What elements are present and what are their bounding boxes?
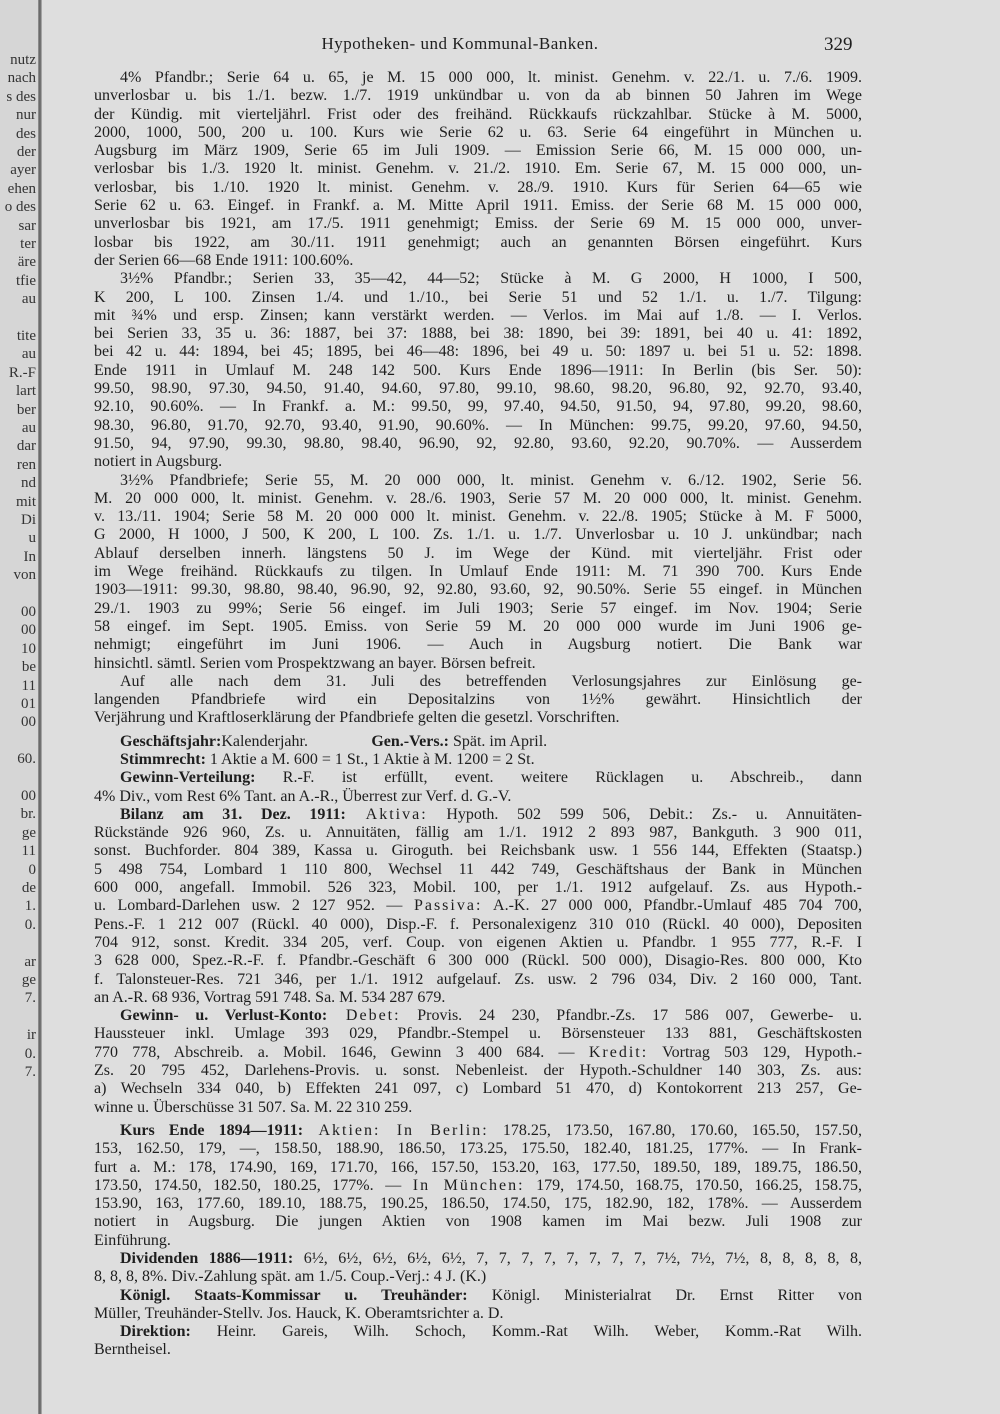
adjacent-page-fragment: 01 [21,696,36,712]
text-segment: Heinr. Gareis, Wilh. Schoch, Komm.-Rat Wilh. Weber, Komm.-Rat Wilh. [190,1323,862,1341]
text-line [94,234,862,252]
text-segment: Augsburg im März 1909, Serie 65 im Juli 1909. — Emission Serie 66, M. 15 000 000, un- [94,142,862,160]
text-column [94,69,862,1360]
text-line [94,508,862,526]
text-segment: 173.50, 174.50, 182.50, 180.25, 177%. — [94,1176,413,1194]
adjacent-page-fragment: 11 [21,843,36,860]
text-line [94,916,862,934]
adjacent-page-fragment: 10 [21,640,36,657]
text-segment: Zs. 20 795 452, Darlehens-Provis. u. sonst. Nebenleist. der Hypoth.-Schuldner 140 303, Zs. aus: [94,1062,862,1080]
adjacent-page-fragment: ge [21,972,36,988]
text-line [94,398,862,416]
text-line [94,861,862,879]
text-line [94,179,862,197]
adjacent-page-fragment: 7. [24,990,36,1007]
adjacent-page-fragment: de [21,880,36,896]
text-line [94,897,862,915]
paragraph [94,673,862,728]
text-segment: a) Wechseln 334 040, b) Effekten 241 097, c) Lombard 51 470, d) Kontokorrent 213 257, Ge- [94,1080,862,1098]
text-segment: notiert in Augsburg. Die jungen Aktien von 1908 kamen im Mai bezw. Juli 1908 zur [94,1213,862,1231]
text-segment: Kredit: [588,1043,649,1061]
text-segment: 3½% Pfandbr.; Serien 33, 35—42, 44—52; Stücke à M. G 2000, H 1000, I 500, [120,270,862,288]
text-segment: Serie 62 u. 63. Eingef. in Frankf. a. M. Mitte April 1911. Emiss. der Serie 68 M. 15 000 000, [94,197,862,215]
text-segment: Auf alle nach dem 31. Juli des betreffenden Verlosungsjahres zur Einlösung ge- [120,672,862,690]
paragraph [94,733,862,751]
text-segment: M. 20 000 000, lt. minist. Genehm. v. 28./6. 1903, Serie 57 M. 20 000 000, lt. minist. Genehm. [94,489,862,507]
text-segment: 91.50, 94, 97.90, 99.30, 98.80, 98.40, 96.90, 92, 92.80, 93.60, 92.20, 90.70%. — Ausserdem [94,434,862,452]
adjacent-page-fragment: 60. [17,751,36,768]
text-line [94,490,862,508]
text-segment: winne u. Überschüsse 31 507. Sa. M. 22 310 259. [94,1098,413,1116]
adjacent-page-fragment: 00 [21,622,36,639]
text-segment: 5 498 754, Lombard 1 110 800, Wechsel 11 442 749, Geschäftshaus der Bank in München [94,860,862,878]
text-line [94,545,862,563]
text-line [94,106,862,124]
text-segment: 4% Div., vom Rest 6% Tant. an A.-R., Überrest zur Verf. d. G.-V. [94,787,512,805]
text-segment: A.-K. 27 000 000, Pfandbr.-Umlauf 485 704 700, [482,897,863,915]
text-segment: Berntheisel. [94,1341,171,1359]
text-segment: 179, 174.50, 168.75, 170.50, 166.25, 158.75, [524,1176,863,1194]
text-segment: Passiva: [413,897,483,915]
text-segment: Müller, Treuhänder-Stellv. Jos. Hauck, K. Oberamtsrichter a. D. [94,1304,504,1322]
text-segment: In München: [412,1176,525,1194]
text-segment: 704 912, sonst. Kredit. 334 205, verf. Coup. von eigenen Aktien u. Pfandbr. 1 955 777, R.-F. I [94,933,862,951]
paragraph [94,806,862,1007]
text-segment: 3½% Pfandbriefe; Serie 55, M. 20 000 000, lt. minist. Genehm v. 6./12. 1902, Serie 56. [120,471,862,489]
text-segment: Provis. 24 230, Pfandbr.-Zs. 17 586 007, Gewerbe- u. [400,1007,863,1025]
text-line [94,879,862,897]
text-segment: Pens.-F. 1 212 007 (Rückl. 40 000), Disp.-F. f. Personalexigenz 310 010 (Rückl. 40 000), Depositen [94,915,862,933]
text-line [94,691,862,709]
adjacent-page-fragment: 11 [21,677,36,694]
adjacent-page-fragment: au [21,291,36,308]
text-line [94,160,862,178]
text-segment: Verjährung und Kraftloserklärung der Pfandbriefe gelten die gesetzl. Vorschriften. [94,709,620,727]
text-line [94,806,862,824]
text-segment: hinsichtl. sämtl. Serien vom Prospektzwang an bayer. Börsen befreit. [94,654,536,672]
adjacent-page-fragment: 00 [21,604,36,620]
text-segment: R.-F. ist erfüllt, event. weitere Rücklagen u. Abschreib., dann [255,769,862,787]
text-line [94,824,862,842]
page-number: 329 [824,34,853,55]
adjacent-page-fragment: 0 [28,861,36,878]
running-title: Hypotheken- und Kommunal-Banken. [321,34,599,53]
adjacent-page-fragment: ar [24,953,36,970]
adjacent-page-fragment: 00 [21,788,36,804]
text-segment: notiert in Augsburg. [94,453,223,471]
text-segment: K 200, L 100. Zinsen 1./4. und 1./10., bei Serie 51 und 52 1./1. u. 1./7. Tilgung: [94,288,862,306]
text-line [94,343,862,361]
text-segment: u. Lombard-Darlehen usw. 2 127 952. — [94,897,414,915]
text-segment: G 2000, H 1000, J 500, K 200, L 100. Zs. 1./1. u. 1./7. Unverlosbar u. 10 J. unkündbar; nach [94,526,862,544]
paragraph [94,1323,862,1360]
text-segment: 4% Pfandbr.; Serie 64 u. 65, je M. 15 000 000, lt. minist. Genehm. v. 22./1. u. 7./6. 1909. [120,69,862,86]
adjacent-page-fragment: 0. [24,916,36,933]
text-line [94,1044,862,1062]
text-segment: verlosbar bis 1./3. 1920 lt. minist. Genehm. v. 21./2. 1910. Em. Serie 67, M. 15 000 000, un- [94,160,862,178]
section-label: Bilanz am 31. Dez. 1911: [120,805,346,823]
text-line [94,971,862,989]
text-line [94,1250,862,1268]
adjacent-page-fragment: von [13,567,36,584]
text-segment: bei Serien 33, 35 u. 36: 1887, bei 37: 1888, bei 38: 1890, bei 39: 1891, bei 40 u. 41: 1892, [94,325,862,343]
adjacent-page-fragment: be [21,659,36,676]
text-line [94,362,862,380]
text-line [94,842,862,860]
text-line [94,1122,862,1140]
text-segment: 58 eingef. im Sept. 1905. Emiss. von Serie 59 M. 20 000 000 wurde im Juni 1906 ge- [94,617,862,635]
text-segment: f. Talonsteuer-Res. 721 346, per 1./1. 1912 aufgelauf. Zs. usw. 2 796 034, Div. 2 160 000, Tant. [94,970,862,988]
text-segment: unverlosbar bis 1921, am 17./5. 1911 genehmigt; Emiss. der Serie 69 M. 15 000 000, unver- [94,215,862,233]
text-line [94,618,862,636]
text-segment: 2000, 1000, 500, 200 u. 100. Kurs wie Serie 62 u. 63. Serie 64 eingeführt in München u. [94,123,862,141]
text-segment: 770 778, Abschreib. a. Mobil. 1646, Gewinn 3 400 684. — [94,1043,589,1061]
text-line [94,417,862,435]
adjacent-page-fragment: Di [21,512,36,528]
text-segment: 153, 162.50, 179, —, 158.50, 188.90, 186.50, 173.25, 175.50, 182.40, 181.25, 177%. — In Frank- [94,1140,862,1158]
section-label: Kurs Ende 1894—1911: [120,1121,304,1139]
text-line [94,435,862,453]
text-line [94,934,862,952]
section-label: Geschäftsjahr: [120,732,222,750]
text-line [94,1080,862,1098]
text-line [94,142,862,160]
text-line [94,1287,862,1305]
adjacent-page-fragment: 00 [21,714,36,731]
text-line [94,307,862,325]
text-segment: Aktiva: [345,805,428,823]
adjacent-page-fragment: nach [7,70,36,87]
text-segment: losbar bis 1922, am 30./11. 1911 genehmigt; auch an genannten Börsen eingeführt. Kurs [94,233,862,251]
text-segment: 1 Aktie a M. 600 = 1 St., 1 Aktie à M. 1200 = 2 St. [205,750,535,768]
text-segment: 178.25, 173.50, 167.80, 170.60, 165.50, 157.50, [488,1121,863,1139]
adjacent-page-fragment: lart [16,383,36,400]
text-line [94,270,862,288]
text-segment: an A.-R. 68 936, Vortrag 591 748. Sa. M. 534 287 679. [94,988,446,1006]
adjacent-page-fragment: 7. [24,1064,36,1080]
text-segment: der Serien 66—68 Ende 1911: 100.60%. [94,251,354,269]
text-segment: im Wege freihänd. Rückkaufs zu tilgen. In Umlauf Ende 1911: M. 71 390 700. Kurs Ende [94,563,862,581]
adjacent-page-fragment: ter [20,236,36,252]
text-line [94,252,862,270]
text-line [94,709,862,727]
text-line [94,788,862,806]
text-segment: v. 13./11. 1904; Serie 58 M. 20 000 000 lt. minist. Genehm. v. 22./8. 1905; Stücke à M. F 5000, [94,508,862,526]
text-line [94,1195,862,1213]
adjacent-page-fragment: 0. [24,1045,36,1062]
adjacent-page-fragment: nur [16,107,36,124]
adjacent-page-fragment: tfie [16,272,36,289]
text-line [94,1159,862,1177]
adjacent-page-fragment: sar [18,217,36,234]
text-line [94,751,862,769]
text-line [94,581,862,599]
text-segment: langenden Pfandbriefe wird ein Depositalzins von 1½% gewährt. Hinsichtlich der [94,691,862,709]
paragraph [94,751,862,769]
adjacent-page-fragment: ayer [10,162,36,179]
adjacent-page-fragment: o des [4,199,36,216]
text-segment: unverlosbar u. bis 1./1. bezw. 1./7. 1919 unkündbar u. von da ab binnen 50 Jahren im Wege [94,87,862,105]
text-segment: 8, 8, 8, 8%. Div.-Zahlung spät. am 1./5. Coup.-Verj.: 4 J. (K.) [94,1268,487,1286]
adjacent-page-fragment: äre [17,254,36,271]
text-segment: 92.10, 90.60%. — In Frankf. a. M.: 99.50, 99, 97.40, 94.50, 91.50, 94, 97.80, 99.20, 98.60, [94,398,862,416]
adjacent-page-fragment: br. [20,806,36,823]
text-line [94,733,862,751]
text-line [94,1140,862,1158]
text-line [94,1341,862,1359]
adjacent-page-fragment: ren [16,456,36,473]
paragraph [94,472,862,673]
paragraph [94,1122,862,1250]
text-line [94,1232,862,1250]
text-segment: mit ¾% und ersp. Zinsen; kann verstärkt werden. — Verlos. im Mai auf 1./8. — I. Verlos. [94,306,862,324]
text-line [94,1025,862,1043]
text-line [94,453,862,471]
adjacent-page-fragment: dar [16,438,36,455]
text-line [94,1007,862,1025]
text-segment: Einführung. [94,1231,171,1249]
text-segment: 1903—1911: 99.30, 98.80, 98.40, 96.90, 92, 92.80, 93.60, 92, 90.50%. Serie 55 eingef. in München [94,581,862,599]
adjacent-page-fragment: tite [16,328,36,344]
text-line [94,197,862,215]
adjacent-page-fragment: au [21,420,36,436]
text-line [94,526,862,544]
section-label: Stimmrecht: [120,750,206,768]
text-segment: 99.50, 98.90, 97.30, 94.50, 91.40, 94.60, 97.80, 99.10, 98.60, 98.20, 96.80, 92, 92.70, 93.40, [94,380,862,398]
text-segment: nehmigt; eingeführt im Juni 1906. — Auch in Augsburg notiert. Die Bank war [94,636,862,654]
text-line [94,289,862,307]
text-line [94,380,862,398]
text-line [94,1099,862,1117]
text-line [94,124,862,142]
adjacent-page-fragment: In [23,548,36,565]
text-segment: 153.90, 163, 177.60, 189.10, 188.75, 190.25, 186.50, 174.50, 175, 182.90, 182, 178%. — Ausserdem [94,1195,862,1213]
text-segment: 98.30, 96.80, 91.70, 92.70, 93.40, 91.90, 90.60%. — In München: 99.75, 99.20, 97.60, 94.50, [94,416,862,434]
text-line [94,655,862,673]
text-line [94,1177,862,1195]
adjacent-page-fragment: des [16,125,36,142]
text-segment: Ende 1911 in Umlauf M. 248 142 500. Kurs Ende 1896—1911: In Berlin (bis Ser. 50): [94,361,862,379]
text-line [94,325,862,343]
text-segment: Kalenderjahr. [221,732,308,750]
text-line [94,673,862,691]
paragraph [94,1007,862,1117]
adjacent-page-fragment: ir [26,1027,36,1044]
text-segment: 6½, 6½, 6½, 6½, 6½, 7, 7, 7, 7, 7, 7, 7, 7, 7½, 7½, 7½, 8, 8, 8, 8, 8, [293,1250,863,1267]
text-segment: Spät. im April. [448,732,548,750]
text-line [94,69,862,87]
text-line [94,769,862,787]
paragraph [94,1250,862,1287]
text-segment: der Kündig. mit vierteljährl. Frist oder des freihänd. Rückkaufs rückzahlbar. Stücke à M. 5000, [94,105,862,123]
text-segment: Ablauf derselben innerh. längstens 50 J. im Wege der Künd. mit vierteljähr. Frist oder [94,544,862,562]
text-line [94,636,862,654]
adjacent-page-fragment: der [16,144,36,160]
section-label: Dividenden 1886—1911: [120,1250,294,1267]
adjacent-page-fragment: nd [21,475,36,492]
text-segment: 3 628 000, Spez.-R.-F. f. Pfandbr.-Geschäft 6 300 000 (Rückl. 500 000), Disagio-Res. 800 000, Kto [94,952,862,970]
text-segment: Königl. Ministerialrat Dr. Ernst Ritter von [467,1286,862,1304]
text-segment: 29./1. 1903 zu 99%; Serie 56 eingef. im Juli 1903; Serie 57 eingef. im Nov. 1904; Serie [94,599,862,617]
text-line [94,1323,862,1341]
section-label: Gewinn- u. Verlust-Konto: [120,1007,328,1025]
page-gutter-shadow [38,0,42,1414]
adjacent-page-fragment: au [21,346,36,363]
paragraph [94,1287,862,1324]
text-line [94,563,862,581]
text-line [94,87,862,105]
adjacent-page-fragment: mit [15,493,36,510]
adjacent-page-fragment: ber [16,401,36,418]
text-line [94,952,862,970]
text-segment: bei 42 u. 44: 1894, bei 45; 1895, bei 46—48: 1896, bei 49 u. 50: 1897 u. bei 51 u. 52: 1898. [94,343,862,361]
text-line [94,215,862,233]
text-line [94,1268,862,1286]
adjacent-page-fragment: R.-F [8,364,36,381]
adjacent-page-fragment: s des [6,88,36,105]
text-segment: Debet: [327,1007,401,1025]
adjacent-page-strip [0,0,42,1414]
text-line [94,472,862,490]
text-segment: Vortrag 503 129, Hypoth.- [648,1043,863,1061]
adjacent-page-fragment: u [28,530,36,547]
section-label: Gen.-Vers.: [371,732,449,750]
text-segment: furt a. M.: 178, 174.90, 169, 171.70, 166, 157.50, 153.20, 163, 177.50, 189.50, 189, 189.75, 186.50, [94,1158,862,1176]
adjacent-page-fragment: 1. [24,898,36,915]
text-line [94,1213,862,1231]
text-segment: sonst. Buchforder. 804 389, Kassa u. Giroguth. bei Reichsbank usw. 1 556 144, Effekten (Staatsp.) [94,842,862,860]
adjacent-page-fragment: ehen [7,180,36,197]
text-line [94,1305,862,1323]
section-label: Gewinn-Verteilung: [120,769,256,787]
text-segment: Aktien: In Berlin: [303,1121,489,1139]
text-segment: verlosbar, bis 1./10. 1920 lt. minist. Genehm. v. 28./9. 1910. Kurs für Serien 64—65 wie [94,178,862,196]
text-segment: Hypoth. 502 599 506, Debit.: Zs.- u. Annuitäten- [427,805,862,823]
adjacent-page-fragment: ge [21,824,36,841]
text-line [94,989,862,1007]
adjacent-page-fragment: nutz [10,52,36,68]
text-line [94,600,862,618]
text-segment: Rückstände 926 960, Zs. u. Annuitäten, fällig am 1./1. 1912 2 893 987, Bankguth. 3 900 011, [94,824,862,842]
text-line [94,1062,862,1080]
text-segment: 600 000, angefall. Immobil. 526 323, Mobil. 100, per 1./1. 1912 aufgelauf. Zs. aus Hypoth.- [94,879,862,897]
paragraph [94,69,862,270]
section-label: Direktion: [120,1323,191,1341]
text-segment: Haussteuer inkl. Umlage 393 029, Pfandbr.-Stempel u. Börsensteuer 133 881, Geschäftskosten [94,1025,862,1043]
paragraph [94,270,862,471]
section-label: Königl. Staats-Kommissar u. Treuhänder: [120,1286,468,1304]
paragraph [94,769,862,806]
